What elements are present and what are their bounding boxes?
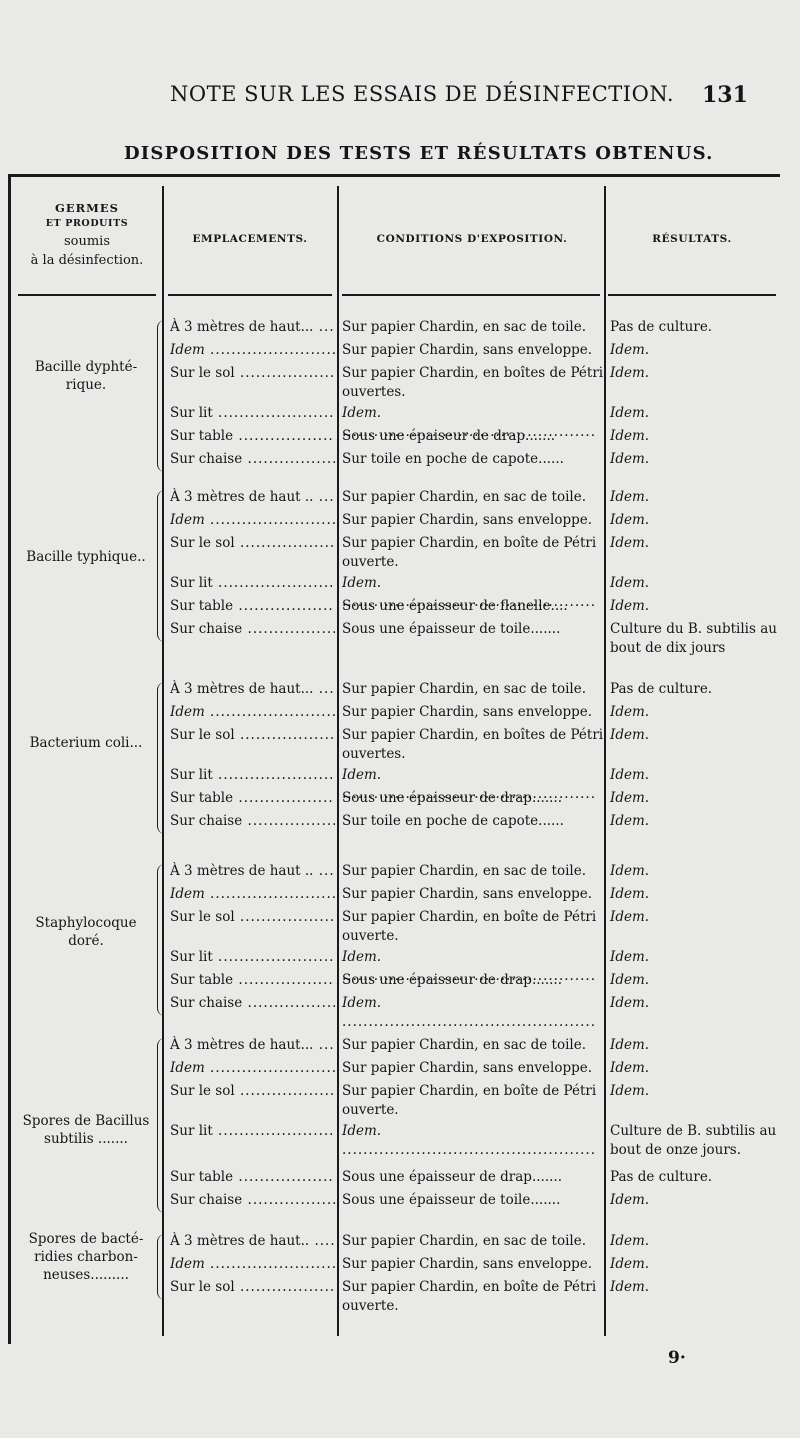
signature-mark: 9· (668, 1348, 686, 1368)
condition-cell: Sous une épaisseur de toile....... (342, 621, 561, 637)
resultat-cell: Idem. (610, 727, 650, 743)
condition-cell: Sous une épaisseur de drap....... (342, 790, 562, 806)
germ-label: Bacille dyphté- rique. (34, 359, 138, 394)
resultat-cell: Idem. (610, 1279, 650, 1295)
group-brace (157, 1038, 166, 1213)
resultat-cell: Idem. (610, 342, 650, 358)
emplacement-cell: Sur chaise ..... (170, 450, 335, 469)
header-rule (168, 294, 332, 296)
condition-cell: Sous une épaisseur de flanelle.... (342, 598, 568, 614)
resultat-cell: Idem. (610, 451, 650, 467)
resultat-cell: Idem. (610, 1192, 650, 1208)
emplacement-cell: Idem ..... (170, 1255, 335, 1274)
resultat-cell: Idem. (610, 428, 650, 444)
header-germes-line: ET PRODUITS (45, 218, 129, 230)
condition-cell: Sur papier Chardin, en boîte de Pétri ouverte. (342, 1279, 597, 1314)
resultat-cell: Pas de culture. (610, 1169, 713, 1185)
condition-cell: Sur papier Chardin, sans enveloppe. (342, 342, 593, 358)
emplacement-cell: Sur table ..... (170, 789, 335, 808)
condition-cell: Idem. ..... (342, 994, 604, 1032)
emplacement-cell: À 3 mètres de haut.. ..... (170, 1232, 335, 1251)
emplacement-cell: Sur lit ..... (170, 1122, 335, 1141)
emplacement-cell: Sur table ..... (170, 427, 335, 446)
header-rule (608, 294, 776, 296)
emplacement-cell: Idem ..... (170, 511, 335, 530)
condition-cell: Idem. ..... (342, 1122, 604, 1160)
resultat-cell: Idem. (610, 704, 650, 720)
header-germes-line: à la désinfection. (30, 253, 144, 268)
condition-cell: Sous une épaisseur de drap....... (342, 1169, 562, 1185)
condition-cell: Sous une épaisseur de drap....... (342, 972, 562, 988)
header-rule (18, 294, 156, 296)
resultat-cell: Culture de B. subtilis au bout de onze jours. (610, 1123, 777, 1158)
germ-label: Spores de bacté- ridies charbon- neuses......... (28, 1231, 144, 1284)
resultat-cell: Idem. (610, 365, 650, 381)
header-emplacements: EMPLACEMENTS. (192, 233, 308, 245)
germ-label: Spores de Bacillus subtilis ....... (22, 1113, 150, 1148)
condition-cell: Sur papier Chardin, sans enveloppe. (342, 512, 593, 528)
condition-cell: Sur papier Chardin, sans enveloppe. (342, 1256, 593, 1272)
emplacement-cell: Sur chaise ..... (170, 994, 335, 1013)
condition-cell: Sur papier Chardin, en boîte de Pétri ouverte. (342, 1083, 597, 1118)
emplacement-cell: Sur le sol ..... (170, 726, 335, 745)
header-conditions: CONDITIONS D'EXPOSITION. (376, 233, 568, 245)
header-resultats: RÉSULTATS. (652, 233, 732, 245)
resultat-cell: Idem. (610, 405, 650, 421)
header-germes-line: GERMES (55, 201, 119, 215)
group-brace (157, 1234, 166, 1300)
resultat-cell: Idem. (610, 995, 650, 1011)
condition-cell: Sur papier Chardin, en sac de toile. (342, 863, 587, 879)
header-germes-line: soumis (63, 233, 111, 249)
resultat-cell: Pas de culture. (610, 681, 713, 697)
condition-cell: Sur toile en poche de capote...... (342, 813, 564, 829)
germ-label: Bacille typhique.. (26, 549, 146, 565)
condition-cell: Sur papier Chardin, en sac de toile. (342, 1233, 587, 1249)
emplacement-cell: À 3 mètres de haut .. ..... (170, 488, 335, 507)
group-brace (157, 682, 166, 834)
resultat-cell: Idem. (610, 886, 650, 902)
resultat-cell: Idem. (610, 767, 650, 783)
condition-cell: Sur papier Chardin, en boîtes de Pétri ouvertes. (342, 365, 604, 400)
condition-cell: Sur papier Chardin, en boîte de Pétri ouverte. (342, 535, 597, 570)
emplacement-cell: Sur lit ..... (170, 948, 335, 967)
emplacement-cell: Idem ..... (170, 1059, 335, 1078)
resultat-cell: Idem. (610, 489, 650, 505)
group-brace (157, 864, 166, 1016)
resultat-cell: Idem. (610, 909, 650, 925)
condition-cell: Sur papier Chardin, en boîtes de Pétri ouvertes. (342, 727, 604, 762)
column-divider (604, 186, 606, 1336)
emplacement-cell: À 3 mètres de haut... ..... (170, 680, 335, 699)
table-title: DISPOSITION DES TESTS ET RÉSULTATS OBTENUS. (124, 143, 714, 164)
resultat-cell: Idem. (610, 535, 650, 551)
emplacement-cell: À 3 mètres de haut... ..... (170, 318, 335, 337)
resultat-cell: Idem. (610, 1037, 650, 1053)
condition-cell: Sous une épaisseur de toile....... (342, 1192, 561, 1208)
emplacement-cell: Idem ..... (170, 341, 335, 360)
condition-cell: Idem. ..... (342, 766, 604, 804)
condition-cell: Idem. ..... (342, 404, 604, 442)
resultat-cell: Idem. (610, 598, 650, 614)
resultat-cell: Idem. (610, 790, 650, 806)
condition-cell: Sous une épaiseur de drap....... (342, 428, 556, 444)
resultat-cell: Idem. (610, 1060, 650, 1076)
resultat-cell: Pas de culture. (610, 319, 713, 335)
header-germes (14, 200, 160, 271)
running-title: NOTE SUR LES ESSAIS DE DÉSINFECTION. (170, 82, 675, 106)
resultat-cell: Culture du B. subtilis au bout de dix jours (610, 621, 777, 656)
resultat-cell: Idem. (610, 512, 650, 528)
header-rule (342, 294, 600, 296)
column-divider (337, 186, 339, 1336)
resultat-cell: Idem. (610, 1256, 650, 1272)
emplacement-cell: Sur chaise ..... (170, 1191, 335, 1210)
emplacement-cell: Sur chaise ..... (170, 620, 335, 639)
condition-cell: Sur papier Chardin, sans enveloppe. (342, 1060, 593, 1076)
emplacement-cell: Sur le sol ..... (170, 1082, 335, 1101)
resultat-cell: Idem. (610, 575, 650, 591)
emplacement-cell: Sur le sol ..... (170, 908, 335, 927)
condition-cell: Sur toile en poche de capote...... (342, 451, 564, 467)
emplacement-cell: Sur le sol ..... (170, 364, 335, 383)
page-number: 131 (702, 82, 748, 108)
condition-cell: Sur papier Chardin, en boîte de Pétri ouverte. (342, 909, 597, 944)
emplacement-cell: Sur le sol ..... (170, 1278, 335, 1297)
emplacement-cell: Idem ..... (170, 703, 335, 722)
resultat-cell: Idem. (610, 1083, 650, 1099)
group-brace (157, 320, 166, 472)
emplacement-cell: Idem ..... (170, 885, 335, 904)
condition-cell: Sur papier Chardin, en sac de toile. (342, 681, 587, 697)
resultat-cell: Idem. (610, 972, 650, 988)
condition-cell: Sur papier Chardin, en sac de toile. (342, 319, 587, 335)
resultat-cell: Idem. (610, 1233, 650, 1249)
emplacement-cell: À 3 mètres de haut .. ..... (170, 862, 335, 881)
condition-cell: Idem. ..... (342, 948, 604, 986)
germ-label: Bacterium coli... (29, 735, 143, 751)
emplacement-cell: Sur le sol ..... (170, 534, 335, 553)
group-brace (157, 490, 166, 642)
condition-cell: Sur papier Chardin, en sac de toile. (342, 489, 587, 505)
resultat-cell: Idem. (610, 949, 650, 965)
resultat-cell: Idem. (610, 813, 650, 829)
emplacement-cell: Sur table ..... (170, 971, 335, 990)
emplacement-cell: Sur lit ..... (170, 404, 335, 423)
germ-label: Staphylocoque doré. (35, 915, 137, 950)
resultat-cell: Idem. (610, 863, 650, 879)
condition-cell: Idem. ..... (342, 574, 604, 612)
condition-cell: Sur papier Chardin, sans enveloppe. (342, 704, 593, 720)
emplacement-cell: Sur lit ..... (170, 766, 335, 785)
emplacement-cell: Sur table ..... (170, 1168, 335, 1187)
emplacement-cell: Sur table ..... (170, 597, 335, 616)
condition-cell: Sur papier Chardin, sans enveloppe. (342, 886, 593, 902)
emplacement-cell: Sur chaise ..... (170, 812, 335, 831)
condition-cell: Sur papier Chardin, en sac de toile. (342, 1037, 587, 1053)
emplacement-cell: Sur lit ..... (170, 574, 335, 593)
emplacement-cell: À 3 mètres de haut... ..... (170, 1036, 335, 1055)
